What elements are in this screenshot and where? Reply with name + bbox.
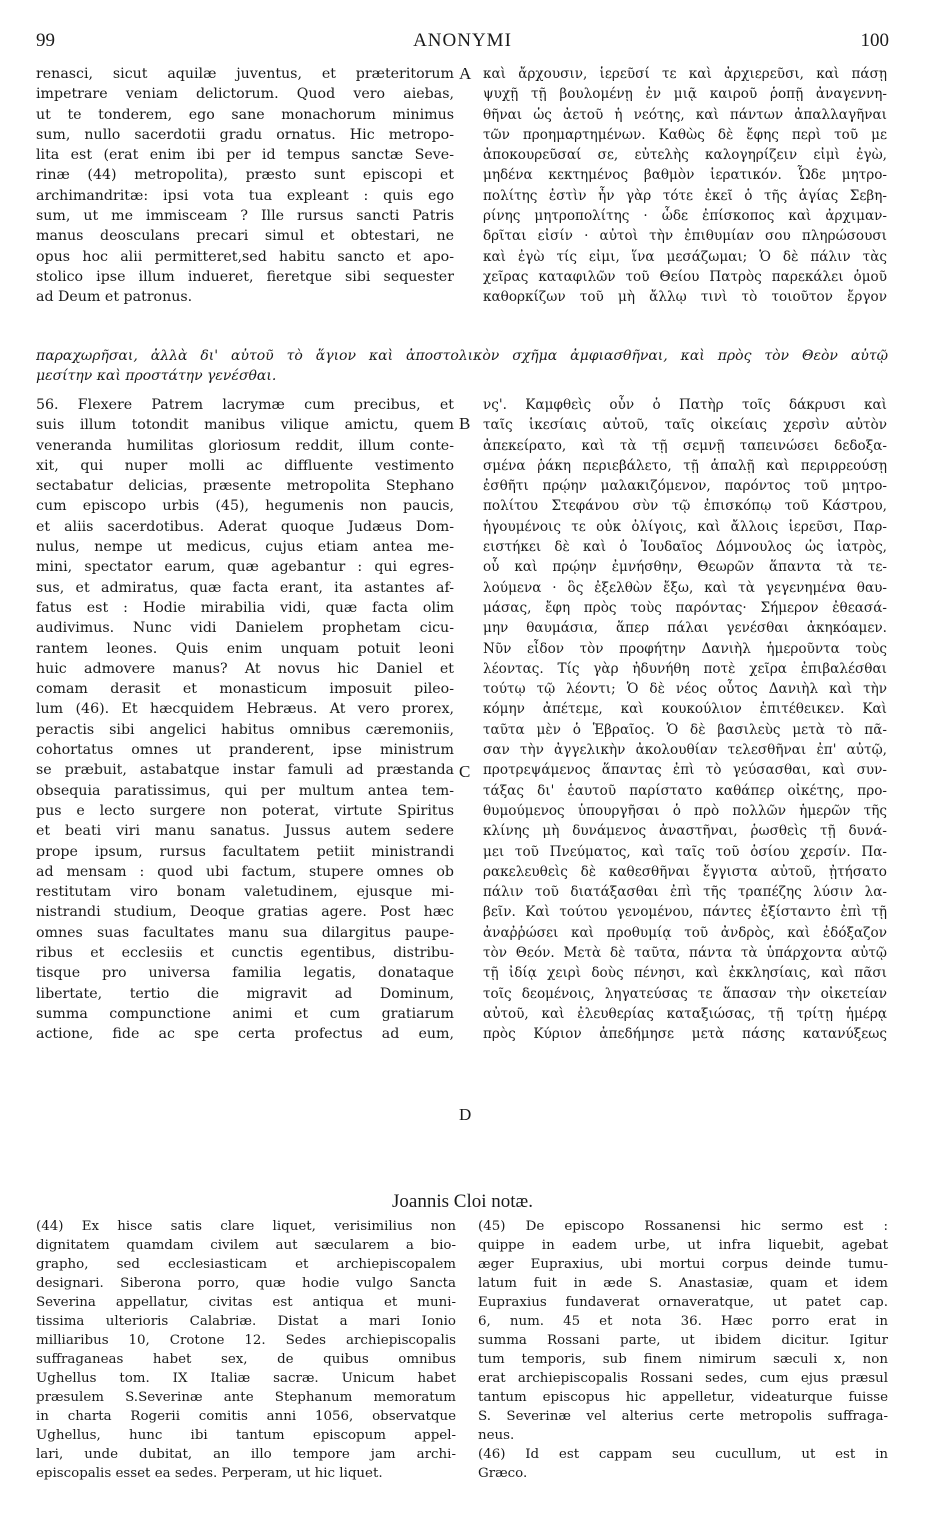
text-line: nulus, nempe ut medicus, cujus etiam antea me-	[36, 539, 454, 556]
text-line: τὸν Θεόν. Μετὰ δὲ ταῦτα, πάντα τὰ ὑπάρχοντα αὐτῷ	[483, 945, 887, 962]
text-line: ἀποκουρεῦσαί σε, εὐτελὴς καλογηρίζειν εἰμὶ ἐγὼ,	[483, 147, 887, 164]
text-line: ταῦτα μὲν ὁ Ἑβραῖος. Ὁ δὲ βασιλεὺς μετὰ τὸ πᾶ-	[483, 721, 887, 738]
text-line: actione, fide ac spe certa profectus ad eum,	[36, 1026, 454, 1043]
text-line: Νῦν εἶδον τὸν προφήτην Δανιὴλ ἡμεροῦντα τοὺς	[483, 640, 887, 657]
text-line: tantum episcopus hic appelletur, videaturque fuisse	[478, 1390, 888, 1405]
page-number-right: 100	[860, 30, 889, 51]
text-line: λέοντας. Τίς γὰρ ἠδυνήθη ποτὲ χεῖρα ἐπιβαλέσθαι	[483, 660, 887, 677]
text-line: latum fuit in æde S. Anastasiæ, quam et idem	[478, 1276, 888, 1291]
text-line: τῶν πρoημαρτημένων. Καθὼς δὲ ἔφης περὶ τοῦ με	[483, 126, 887, 143]
text-line: μην θαυμάσια, ἅπερ πάλαι γενέσθαι ἀκηκόαμεν.	[483, 620, 887, 637]
text-line: huic admovere manus? At novus hic Daniel et	[36, 660, 454, 677]
page-number-left: 99	[36, 30, 55, 51]
text-line: ρίνης μητροπολίτης · ὧδε ἐπίσκοπος καὶ ἀρχιμαν-	[483, 208, 887, 225]
text-line: manus deosculans precari simul et obtestari, ne	[36, 228, 454, 245]
text-line: ἡγουμένοις τε οὐκ ὀλίγοις, καὶ ἄλλοις ἱερεῦσι, Παρ-	[483, 518, 887, 535]
text-line: τοῖς δεομένοις, ληγατεύσας τε ἅπασαν τὴν οἰκετείαν	[483, 985, 887, 1002]
text-line: tissima ulterioris Calabriæ. Distat a mari Ionio	[36, 1314, 456, 1329]
notes-column-left	[36, 1217, 456, 1483]
text-line: δρῖται εἰσίν · αὐτοὶ τὴν ἐπιθυμίαν σου πληρώσουσι	[483, 228, 887, 245]
text-line: 6, num. 45 et nota 36. Hæc porro erat in	[478, 1314, 888, 1329]
latin-column-1	[36, 64, 454, 308]
text-line: et beati viri manu sanatus. Jussus autem sedere	[36, 823, 454, 840]
text-line: summa Rossani parte, ut ibidem dicitur. Igitur	[478, 1333, 888, 1348]
text-line: σμένα ῥάκη περιεβάλετο, τῇ ἁπαλῇ καὶ περιρρεούσῃ	[483, 457, 887, 474]
text-line: (45) De episcopo Rossanensi hic sermo est :	[478, 1219, 888, 1234]
section-marker-d: D	[459, 1105, 472, 1124]
text-line: omnes suas facultates manu sua dilargitus paupe-	[36, 924, 454, 941]
section-marker-c: C	[459, 762, 471, 781]
text-line: οὗ καὶ πρῴην ἐμνήσθην, Θεωρῶν ἅπαντα τὰ τε-	[483, 559, 887, 576]
text-line: ἀναῤῥώσει καὶ προθυμίᾳ τοῦ ἀνδρὸς, καὶ ἐδόξαζον	[483, 924, 887, 941]
text-line: stolico ipse illum indueret, fieretque sibi sequester	[36, 268, 454, 285]
text-line: cohortatus omnes ut pranderent, ipse ministrum	[36, 742, 454, 759]
text-line: κόμην ἀπέτεμε, καὶ κουκούλιον ἐπιτέθεικεν. Καὶ	[483, 701, 887, 718]
text-line: obsequia paratissimus, qui per multum antea tem-	[36, 782, 454, 799]
text-line: lari, unde dubitat, an illo tempore jam archi-	[36, 1447, 456, 1462]
text-line: πρὸς Κύριον ἀπεδήμησε μετὰ πάσης κατανύξεως	[483, 1026, 887, 1043]
text-line: dignitatem quamdam civilem aut sæcularem a bio-	[36, 1238, 456, 1253]
text-line: μάσας, ἔφη πρὸς τοὺς παρόντας· Σήμερον ἐθεασά-	[483, 599, 887, 616]
text-line: nistrandi studium, Deoque gratias agere. Post hæc	[36, 904, 454, 921]
section-marker-b: B	[459, 414, 471, 433]
text-line: tum temporis, sub finem nimirum sæculi x, non	[478, 1352, 888, 1367]
text-line: Ughellus, hunc ibi tantum episcopum appel-	[36, 1428, 456, 1443]
text-line: ribus et ecclesiis et cunctis egentibus, distribu-	[36, 945, 454, 962]
text-line: mini, spectator earum, quæ agebantur : qui egres-	[36, 559, 454, 576]
text-line: προτρεψάμενος ἅπαντας ἐπὶ τὸ γεύσασθαι, καὶ συν-	[483, 762, 887, 779]
text-line: κλίνης μὴ δυνάμενος ἀναστῆναι, ῥωσθεὶς τῇ δυνά-	[483, 823, 887, 840]
text-line: et aliis sacerdotibus. Aderat quoque Judæus Dom-	[36, 518, 454, 535]
text-line: lum (46). Et hæcquidem Hebræus. At vero prorex,	[36, 701, 454, 718]
text-line: archimandritæ: ipsi vota tua expleant : quis ego	[36, 187, 454, 204]
text-line: veneranda humilitas gloriosum reddit, illum conte-	[36, 437, 454, 454]
text-line: quippe in eadem urbe, ut infra liquebit, agebat	[478, 1238, 888, 1253]
text-line: fatus est : Hodie mirabilia vidi, quæ facta olim	[36, 599, 454, 616]
text-line: xit, qui nuper molli ac diffluente vestimento	[36, 457, 454, 474]
running-title: ANONYMI	[413, 30, 512, 51]
greek-spanning-line: μεσίτην καὶ προστάτην γενέσθαι.	[36, 368, 277, 384]
text-line: impetrare veniam delictorum. Quod vero aiebas,	[36, 86, 454, 103]
text-line: in charta Rogerii comitis anni 1056, observatque	[36, 1409, 456, 1424]
text-line: rinæ (44) metropolita), præsto sunt episcopi et	[36, 167, 454, 184]
text-line: μει τοῦ Πνεύματος, καὶ ταῖς τοῦ ὁσίου χερσίν. Πα-	[483, 843, 887, 860]
text-line: βεῖν. Καὶ τούτου γενομένου, πάντες ἐξίσταντο ἐπὶ τῇ	[483, 904, 887, 921]
text-line: ταῖς ἱκεσίαις αὐτοῦ, ταῖς οἰκείαις χερσὶν αὐτὸν	[483, 417, 887, 434]
text-line: se præbuit, astabatque instar famuli ad præstanda	[36, 762, 454, 779]
text-line: καὶ ἄρχουσιν, ἱερεῦσί τε καὶ ἀρχιερεῦσι, καὶ πάσῃ	[483, 66, 887, 82]
text-line: χεῖρας καταφιλῶν τοῦ Θείου Πατρὸς παρεκάλει ὁμοῦ	[483, 268, 887, 285]
text-line: καὶ ἐγὼ τίς εἰμι, ἵνα μεσάζωμαι; Ὁ δὲ πάλιν τὰς	[483, 248, 887, 265]
text-line: renasci, sicut aquilæ juventus, et præteritorum	[36, 66, 454, 82]
text-line: ἐσθῆτι πρῴην μαλακιζόμενον, παρόντος τοῦ μητρο-	[483, 478, 887, 495]
text-line: 56. Flexere Patrem lacrymæ cum precibus, et	[36, 397, 454, 413]
text-line: μηδένα κεκτημένος βαθμὸν ἱερατικόν. Ὧδε μητρο-	[483, 167, 887, 184]
text-line: præsulem S.Severinæ ante Stephanum memoratum	[36, 1390, 456, 1405]
running-header	[36, 30, 889, 58]
text-line: sus, et admiratus, quæ facta erant, ita astantes af-	[36, 579, 454, 596]
text-line: restitutam viro bonam valetudinem, ejusque mi-	[36, 884, 454, 901]
text-line: cum episcopo urbis (45), hegumenis non paucis,	[36, 498, 454, 515]
text-line: summa compunctione animi et cum gratiarum	[36, 1005, 454, 1022]
text-line: τῇ ἰδίᾳ χειρὶ δοὺς πένησι, καὶ ἐκκλησίαις, καὶ πᾶσι	[483, 965, 887, 982]
text-line: rantem leones. Quis enim unquam potuit leoni	[36, 640, 454, 657]
text-line: milliaribus 10, Crotone 12. Sedes archiepiscopalis	[36, 1333, 456, 1348]
text-line: Ughellus tom. IX Italiæ sacræ. Unicum habet	[36, 1371, 456, 1386]
text-line: ad Deum et patronus.	[36, 289, 193, 306]
text-line: opus hoc alii permitteret,sed habitu sancto et apo-	[36, 248, 454, 265]
greek-column-2	[483, 395, 887, 1045]
text-line: αὐτοῦ, καὶ ἐλευθερίας καταξιώσας, τῇ τρίτῃ ἡμέρᾳ	[483, 1005, 887, 1022]
text-line: suis illum totondit manibus vilique amictu, quem	[36, 417, 454, 434]
text-line: πολίτης ἐστὶν ἦν γὰρ τότε ἐκεῖ ὁ τῆς ἁγίας Σεβη-	[483, 187, 887, 204]
text-line: designari. Siberona porro, quæ hodie vulgo Sancta	[36, 1276, 456, 1291]
text-line: comam derasit et monasticum imposuit pileo-	[36, 681, 454, 698]
text-line: sum, ut me immisceam ? Ille rursus sancti Patris	[36, 208, 454, 225]
text-line: θῆναι ὡς ἀετοῦ ἡ νεότης, καὶ πάντων ἀπαλλαγῆναι	[483, 106, 887, 123]
text-line: erat archiepiscopalis Rossani sedes, cum ejus præsul	[478, 1371, 888, 1386]
text-line: peractis sibi angelici habitus omnibus cæremoniis,	[36, 721, 454, 738]
text-line: tisque pro universa familia legatis, donataque	[36, 965, 454, 982]
text-line: πολίτου Στεφάνου σὺν τῷ ἐπισκόπῳ τοῦ Κάστρου,	[483, 498, 887, 515]
text-line: audivimus. Nunc vidi Danielem prophetam cicu-	[36, 620, 454, 637]
text-line: pus e lecto surgere non poterat, virtute Spiritus	[36, 802, 454, 819]
text-line: ειστήκει δὲ καὶ ὁ Ἰουδαῖος Δόμνουλος ὡς ἰατρὸς,	[483, 539, 887, 556]
text-line: sum, nullo sacerdotii gradu ornatus. Hic metropo-	[36, 126, 454, 143]
text-line: ut te tonderem, ego sane monachorum minimus	[36, 106, 454, 123]
text-line: λούμενα · ὃς ἐξελθὼν ἔξω, καὶ τὰ γεγενημένα θαυ-	[483, 579, 887, 596]
text-line: Severina appellatur, civitas est antiqua et muni-	[36, 1295, 456, 1310]
text-line: suffraganeas habet sex, de quibus omnibus	[36, 1352, 456, 1367]
text-line: τούτῳ τῷ λέοντι; Ὁ δὲ νέος οὗτος Δανιὴλ καὶ τὴν	[483, 681, 887, 698]
text-line: sectabatur delicias, præsente metropolita Stephano	[36, 478, 454, 495]
text-line: ad mensam : quod ubi factum, stupere omnes ob	[36, 863, 454, 880]
text-line: καθορκίζων τοῦ μὴ ἄλλῳ τινὶ τὸ τοιοῦτον ἔργον	[483, 289, 887, 306]
greek-column-1	[483, 64, 887, 308]
text-line: ψυχῇ τῇ βουλομένῃ ἐν μιᾷ καιροῦ ῥοπῇ ἀναγεννη-	[483, 86, 887, 103]
text-line: θυμούμενος ὑπουργῆσαι ὁ πρὸ πολλῶν ἡμερῶν τῆς	[483, 802, 887, 819]
text-line: neus.	[478, 1428, 515, 1443]
notes-column-right	[478, 1217, 888, 1483]
text-line: Eupraxius fundaverat ornaveratque, ut patet cap.	[478, 1295, 888, 1310]
text-line: πάλιν τοῦ διατάξασθαι ἐπὶ τῆς τραπέζης λύσιν λα-	[483, 884, 887, 901]
text-line: lita est (erat enim ibi per id tempus sanctæ Seve-	[36, 147, 454, 164]
text-line: episcopalis esset ea sedes. Perperam, ut hic liquet.	[36, 1466, 383, 1481]
text-line: grapho, sed ecclesiasticam et archiepiscopalem	[36, 1257, 456, 1272]
text-line: νς'. Καμφθεὶς οὖν ὁ Πατὴρ τοῖς δάκρυσι καὶ	[483, 397, 887, 413]
text-line: (44) Ex hisce satis clare liquet, verisimilius non	[36, 1219, 456, 1234]
text-line: σαν τὴν ἀγγελικὴν ἀκολουθίαν τελεσθῆναι ἐπ' αὐτῷ,	[483, 742, 887, 759]
text-line: τάξας δι' ἑαυτοῦ παρίστατο καθάπερ οἰκέτης, προ-	[483, 782, 887, 799]
text-line: (46) Id est cappam seu cucullum, ut est in	[478, 1447, 888, 1462]
text-line: libertate, tertio die migravit ad Dominum,	[36, 985, 454, 1002]
text-line: ρακελευθεὶς δὲ καθεσθῆναι ἔγγιστα αὐτοῦ, ᾐτήσατο	[483, 863, 887, 880]
notes-heading: Joannis Cloi notæ.	[392, 1191, 533, 1212]
section-marker-a: A	[459, 64, 472, 83]
text-line: ἀπεκείρατο, καὶ τὰ τῇ σεμνῇ ταπεινώσει δεδοξα-	[483, 437, 887, 454]
latin-column-2	[36, 395, 454, 1045]
text-line: Græco.	[478, 1466, 528, 1481]
text-line: prope ipsum, rursus facultatem petiit ministrandi	[36, 843, 454, 860]
greek-spanning-line: παραχωρῆσαι, ἀλλὰ δι' αὐτοῦ τὸ ἅγιον καὶ ἀποστολικὸν σχῆμα ἀμφιασθῆναι, καὶ πρὸς τὸν Θεὸν αὐτῷ	[36, 348, 888, 364]
text-line: S. Severinæ vel alterius certe metropolis suffraga-	[478, 1409, 888, 1424]
text-line: æger Eupraxius, ubi mortui corpus deinde tumu-	[478, 1257, 888, 1272]
